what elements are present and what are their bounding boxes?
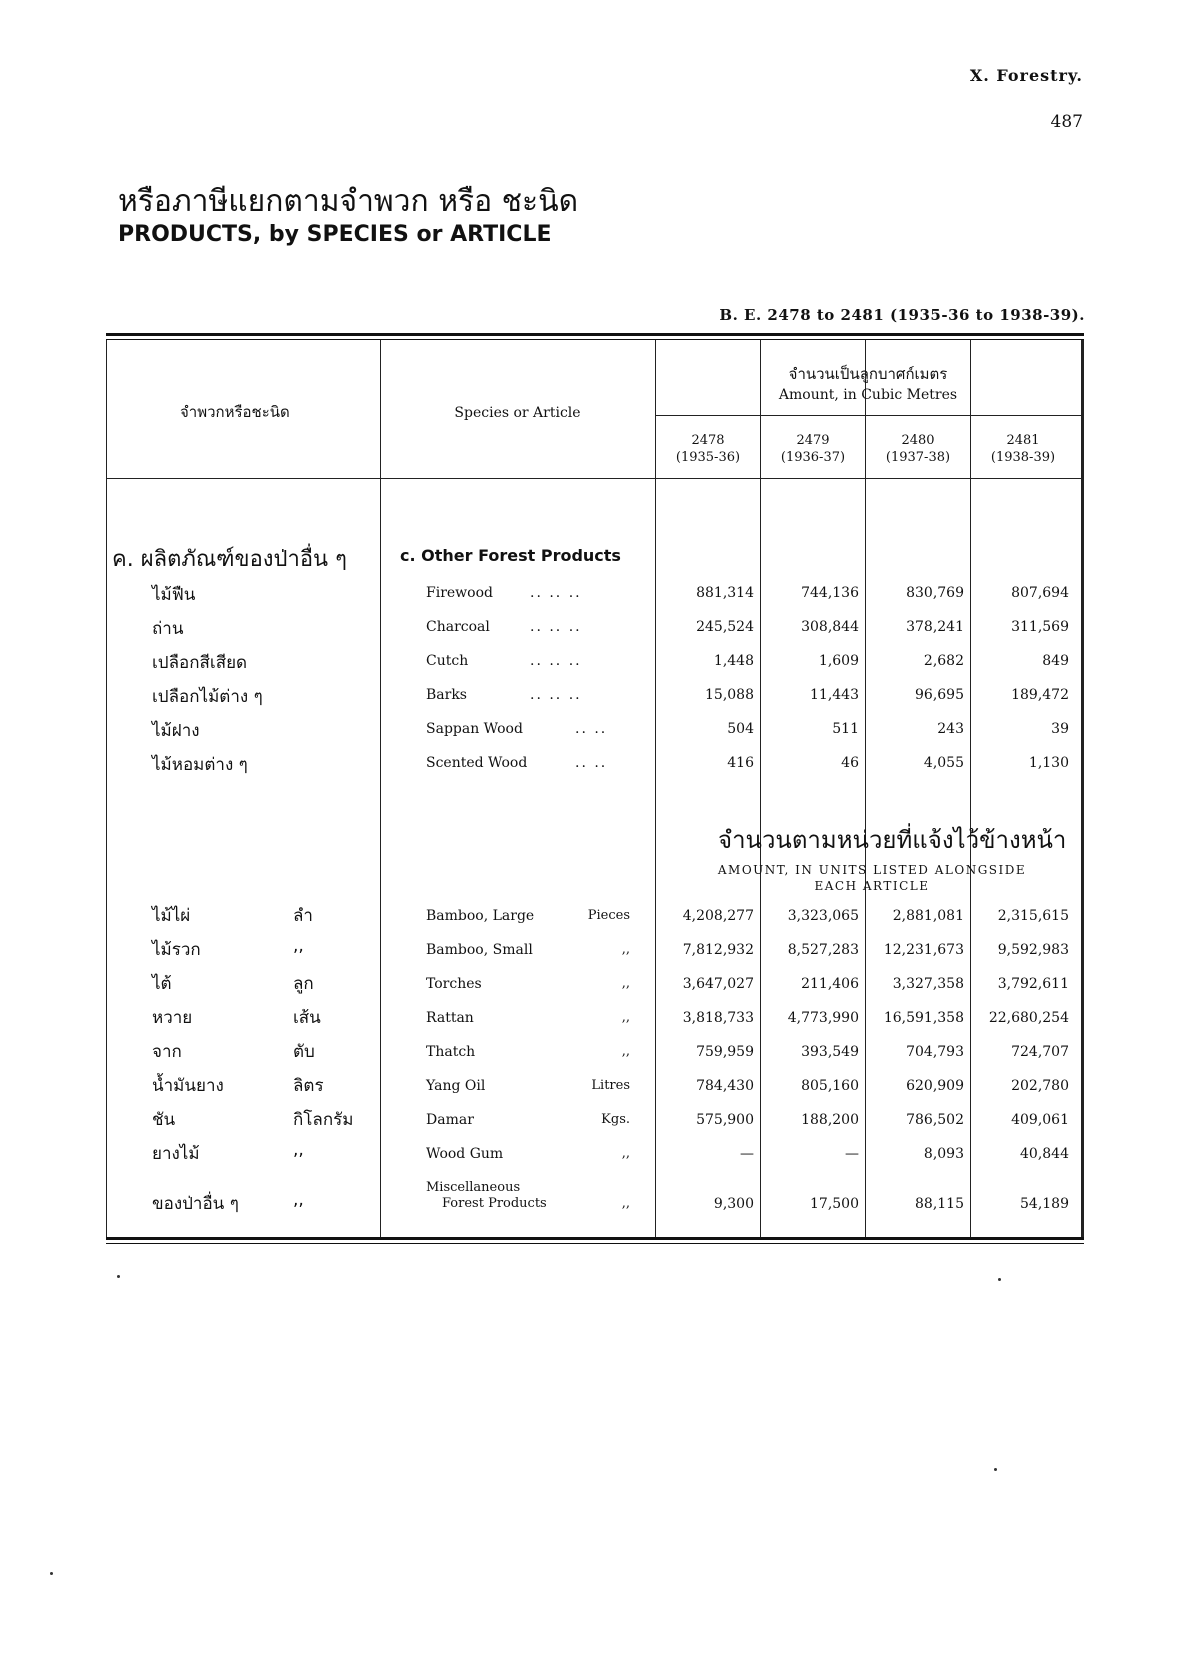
- units-heading-thai: จำนวนตามหน่วยที่แจ้งไว้ข้างหน้า: [718, 826, 1067, 854]
- table-cell: 3,647,027: [682, 976, 754, 992]
- row-unit-thai: ตับ: [293, 1042, 315, 1062]
- table-top-rule-thin: [106, 339, 1084, 340]
- table-cell: 4,773,990: [787, 1010, 859, 1026]
- leader-dots: .. .. ..: [530, 687, 582, 703]
- table-cell: 4,208,277: [682, 908, 754, 924]
- column-header-amount-thai: จำนวนเป็นลูกบาศก์เมตร: [788, 365, 948, 383]
- row-label: Charcoal: [426, 619, 490, 635]
- row-label-thai: จาก: [152, 1042, 182, 1062]
- table-cell: 88,115: [915, 1196, 964, 1212]
- row-label-thai: ชัน: [152, 1110, 176, 1130]
- table-cell: 211,406: [801, 976, 859, 992]
- year-header: 2480 (1937-38): [885, 433, 951, 465]
- table-cell: 202,780: [1011, 1078, 1069, 1094]
- table-cell: 40,844: [1020, 1146, 1069, 1162]
- column-header-thai: จำพวกหรือชะนิด: [180, 403, 290, 421]
- table-cell: 9,592,983: [997, 942, 1069, 958]
- row-unit: Litres: [591, 1078, 630, 1093]
- row-label-thai: เปลือกสีเสียด: [152, 653, 248, 673]
- table-cell: 3,818,733: [682, 1010, 754, 1026]
- table-cell: 46: [841, 755, 859, 771]
- row-unit-thai: ลูก: [293, 974, 314, 994]
- period-label: B. E. 2478 to 2481 (1935-36 to 1938-39).: [719, 306, 1085, 324]
- table-cell: 724,707: [1011, 1044, 1069, 1060]
- table-cell: 504: [727, 721, 754, 737]
- row-label: Firewood: [426, 585, 493, 601]
- table-cell: 22,680,254: [988, 1010, 1069, 1026]
- column-header-species: Species or Article: [454, 405, 581, 421]
- row-label: Damar: [426, 1112, 474, 1128]
- row-label: Sappan Wood: [426, 721, 523, 737]
- table-cell: 393,549: [801, 1044, 859, 1060]
- units-heading: AMOUNT, IN UNITS LISTED ALONGSIDE EACH ARTICLE: [717, 863, 1027, 893]
- row-label-thai: ไม้หอมต่าง ๆ: [152, 755, 248, 775]
- year-header: 2479 (1936-37): [780, 433, 846, 465]
- table-cell: 12,231,673: [883, 942, 964, 958]
- row-label-thai: ของป่าอื่น ๆ: [152, 1194, 239, 1214]
- year-header: 2481 (1938-39): [990, 433, 1056, 465]
- row-unit-thai: เส้น: [293, 1008, 321, 1028]
- row-label: Miscellaneous: [426, 1180, 521, 1195]
- row-label: Forest Products: [442, 1196, 547, 1211]
- leader-dots: .. .. ..: [530, 653, 582, 669]
- row-unit-thai: ,,: [293, 936, 304, 956]
- table-cell: 1,130: [1028, 755, 1069, 771]
- table-cell: 3,323,065: [787, 908, 859, 924]
- table-cell: 15,088: [705, 687, 754, 703]
- row-unit: ,,: [621, 1010, 630, 1025]
- table-cell: 308,844: [801, 619, 859, 635]
- table-cell: 8,093: [923, 1146, 964, 1162]
- row-unit: ,,: [621, 942, 630, 957]
- column-header-amount: Amount, in Cubic Metres: [778, 387, 958, 403]
- section-title-thai: ค. ผลิตภัณฑ์ของป่าอื่น ๆ: [112, 547, 347, 572]
- table-cell: 575,900: [696, 1112, 754, 1128]
- table-cell: 3,792,611: [997, 976, 1069, 992]
- row-unit-thai: ลิตร: [293, 1076, 324, 1096]
- table-cell: 704,793: [906, 1044, 964, 1060]
- table-top-rule: [106, 333, 1084, 336]
- table-bottom-rule-thin: [106, 1243, 1084, 1244]
- table-cell: 4,055: [923, 755, 964, 771]
- table-cell: 1,448: [713, 653, 754, 669]
- print-speck: [998, 1278, 1001, 1281]
- column-divider: [865, 340, 866, 1237]
- section-heading: X. Forestry.: [969, 66, 1083, 85]
- row-unit: ,,: [621, 1146, 630, 1161]
- leader-dots: .. ..: [575, 755, 608, 771]
- title-thai: หรือภาษีแยกตามจำพวก หรือ ชะนิด: [118, 184, 579, 219]
- table-cell: 189,472: [1011, 687, 1069, 703]
- table-cell: 16,591,358: [883, 1010, 964, 1026]
- row-label-thai: ยางไม้: [152, 1144, 200, 1164]
- table-cell: 311,569: [1011, 619, 1069, 635]
- row-unit-thai: ,,: [293, 1140, 304, 1160]
- row-label: Rattan: [426, 1010, 474, 1026]
- table-cell: 759,959: [696, 1044, 754, 1060]
- print-speck: [117, 1275, 120, 1278]
- table-cell: 805,160: [801, 1078, 859, 1094]
- column-divider: [970, 340, 971, 1237]
- row-unit: ,,: [621, 1196, 630, 1211]
- row-label: Barks: [426, 687, 467, 703]
- table-cell: 8,527,283: [787, 942, 859, 958]
- section-title: c. Other Forest Products: [400, 546, 621, 565]
- header-subrule: [655, 415, 1081, 416]
- row-unit: ,,: [621, 976, 630, 991]
- table-cell: 849: [1042, 653, 1069, 669]
- table-cell: 830,769: [906, 585, 964, 601]
- table-cell: 784,430: [696, 1078, 754, 1094]
- row-label-thai: เปลือกไม้ต่าง ๆ: [152, 687, 263, 707]
- column-divider: [655, 340, 656, 1237]
- table-cell: 786,502: [906, 1112, 964, 1128]
- row-unit: Kgs.: [601, 1112, 630, 1127]
- table-cell: —: [740, 1146, 754, 1162]
- row-label: Bamboo, Large: [426, 908, 535, 924]
- table-cell: 744,136: [801, 585, 859, 601]
- row-label-thai: ไม้ฝาง: [152, 721, 200, 741]
- header-bottom-rule: [106, 478, 1081, 479]
- year-header: 2478 (1935-36): [675, 433, 741, 465]
- table-cell: 416: [727, 755, 754, 771]
- table-cell: 881,314: [696, 585, 754, 601]
- leader-dots: .. ..: [575, 721, 608, 737]
- row-unit-thai: ,,: [293, 1190, 304, 1210]
- table-bottom-rule: [106, 1237, 1084, 1240]
- row-label: Wood Gum: [426, 1146, 504, 1162]
- table-cell: 2,881,081: [892, 908, 964, 924]
- print-speck: [50, 1572, 53, 1575]
- leader-dots: .. .. ..: [530, 619, 582, 635]
- row-label: Torches: [426, 976, 482, 992]
- table-cell: 9,300: [713, 1196, 754, 1212]
- table-cell: 2,315,615: [997, 908, 1069, 924]
- row-label-thai: น้ำมันยาง: [152, 1076, 224, 1096]
- table-cell: 96,695: [915, 687, 964, 703]
- leader-dots: .. .. ..: [530, 585, 582, 601]
- page-number: 487: [1050, 112, 1083, 132]
- row-unit: ,,: [621, 1044, 630, 1059]
- table-cell: 2,682: [923, 653, 964, 669]
- column-divider: [760, 340, 761, 1237]
- row-label-thai: ไต้: [152, 974, 172, 994]
- table-cell: 39: [1051, 721, 1069, 737]
- row-label: Yang Oil: [426, 1078, 486, 1094]
- column-divider: [380, 340, 381, 1237]
- row-label-thai: ไม้ไผ่: [152, 906, 191, 926]
- row-label-thai: หวาย: [152, 1008, 193, 1028]
- table-border-right: [1081, 340, 1084, 1237]
- row-unit-thai: ลำ: [293, 906, 313, 926]
- table-cell: 511: [832, 721, 859, 737]
- table-cell: —: [845, 1146, 859, 1162]
- row-label: Cutch: [426, 653, 469, 669]
- row-unit-thai: กิโลกรัม: [293, 1110, 354, 1130]
- table-cell: 188,200: [801, 1112, 859, 1128]
- table-cell: 807,694: [1011, 585, 1069, 601]
- row-label-thai: ไม้ฟืน: [152, 585, 196, 605]
- table-cell: 54,189: [1020, 1196, 1069, 1212]
- table-cell: 243: [937, 721, 964, 737]
- print-speck: [994, 1468, 997, 1471]
- row-label-thai: ถ่าน: [152, 619, 184, 639]
- table-cell: 245,524: [696, 619, 754, 635]
- table-cell: 11,443: [810, 687, 859, 703]
- table-cell: 1,609: [818, 653, 859, 669]
- row-label: Bamboo, Small: [426, 942, 533, 958]
- table-cell: 409,061: [1011, 1112, 1069, 1128]
- row-label: Thatch: [426, 1044, 476, 1060]
- table-cell: 17,500: [810, 1196, 859, 1212]
- table-cell: 3,327,358: [892, 976, 964, 992]
- table-cell: 378,241: [906, 619, 964, 635]
- row-label-thai: ไม้รวก: [152, 940, 201, 960]
- table-cell: 7,812,932: [682, 942, 754, 958]
- row-unit: Pieces: [587, 908, 630, 923]
- title-english: PRODUCTS, by SPECIES or ARTICLE: [118, 222, 552, 247]
- row-label: Scented Wood: [426, 755, 528, 771]
- table-border-left: [106, 340, 107, 1237]
- table-cell: 620,909: [906, 1078, 964, 1094]
